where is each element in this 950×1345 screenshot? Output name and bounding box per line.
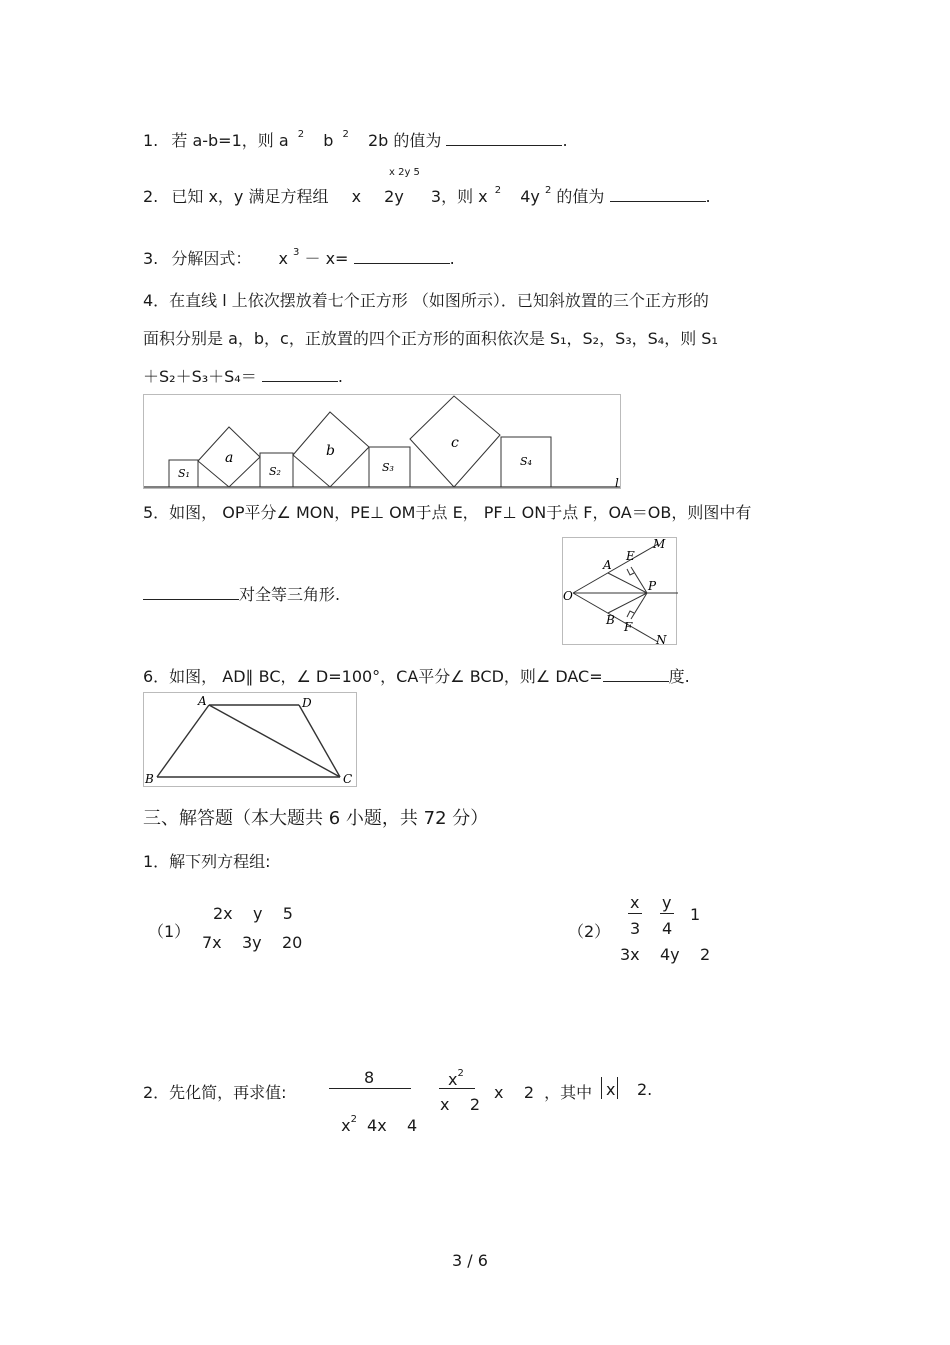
label-e: E — [626, 549, 635, 563]
q4-figure — [143, 394, 621, 489]
p2-fraction-bar-1 — [329, 1088, 411, 1089]
p2-den1 — [331, 1095, 417, 1135]
q1-period: . — [562, 131, 568, 150]
q3-period: . — [449, 249, 455, 268]
label-b: B — [606, 613, 615, 627]
label-s1: S₁ — [178, 467, 190, 480]
q3-text: 分解因式： — [171, 249, 252, 268]
p1-sub2-fx: x — [630, 893, 640, 912]
q4-line3-text: ＋S₂＋S₃＋S₄＝ — [143, 367, 257, 386]
q6-line1 — [143, 664, 690, 687]
ray-om — [573, 544, 658, 593]
q3 — [143, 246, 455, 269]
p2-den2: x 2 — [440, 1095, 480, 1114]
page-number: 3 / 6 — [452, 1251, 488, 1270]
q4-line2: 面积分别是 a，b，c，正放置的四个正方形的面积依次是 S₁，S₂，S₃，S₄，则 S₁ — [143, 329, 718, 348]
q3-expr-a: x — [278, 249, 288, 268]
p1-sub1-eq2: 7x 3y 20 — [202, 933, 303, 952]
q2-sys-3: 3，则 x — [430, 187, 488, 206]
q2-number: 2. — [143, 187, 159, 206]
q2-text-b: 4y — [520, 187, 540, 206]
label-s3: S₃ — [382, 461, 394, 474]
label-o: O — [563, 589, 573, 603]
q2-system-top: x 2y 5 — [389, 167, 420, 178]
p2-den1-rest: 4x 4 — [367, 1116, 418, 1135]
p1-sub2-eq2: 3x 4y 2 — [620, 945, 711, 964]
q6-unit: 度. — [668, 667, 690, 686]
q5-line2-text: 对全等三角形. — [239, 585, 341, 604]
p2-abs-x: x — [606, 1080, 616, 1099]
p1-sub2-fraction-bar-1 — [628, 913, 642, 914]
label-n: N — [656, 633, 667, 646]
p1-sub2-fraction-bar-2 — [660, 913, 674, 914]
p2-abs-close — [617, 1077, 618, 1099]
p2-abs-open — [601, 1077, 602, 1099]
q5-answer-blank[interactable] — [143, 585, 239, 600]
seg-ab — [157, 705, 209, 777]
label-s4: S₄ — [520, 455, 532, 468]
p1-sub2-label: （2） — [568, 922, 611, 941]
p1-sub1-label: （1） — [148, 922, 191, 941]
q4-squares-diagram — [144, 395, 624, 491]
label-d: D — [302, 696, 312, 710]
p2-fraction-bar-2 — [439, 1088, 475, 1089]
q2-text-c: 的值为 — [556, 187, 605, 206]
q5-figure — [562, 537, 677, 645]
q1-answer-blank[interactable] — [446, 131, 562, 146]
q2-period: . — [705, 187, 711, 206]
label-m: M — [653, 538, 666, 551]
q1-text-c: 2b 的值为 — [367, 131, 442, 150]
section-3-title: 三、解答题（本大题共 6 小题，共 72 分） — [143, 808, 489, 829]
q6-answer-blank[interactable] — [603, 667, 669, 682]
q1-number: 1. — [143, 131, 159, 150]
p2-num8: 8 — [364, 1068, 375, 1087]
q4-answer-blank[interactable] — [262, 367, 338, 382]
q5-line2 — [143, 582, 340, 605]
label-b: b — [326, 443, 335, 459]
p1-sub2-rhs: 1 — [690, 905, 701, 924]
p1-sub2-fy: y — [662, 893, 672, 912]
q6-line1-text: 6．如图， AD∥ BC，∠ D=100°，CA平分∠ BCD，则∠ DAC= — [143, 667, 603, 686]
label-a: a — [225, 450, 234, 466]
q4-line3 — [143, 364, 343, 387]
p2-tail2: 2. — [637, 1080, 653, 1099]
q4-line1: 4．在直线 l 上依次摆放着七个正方形 （如图所示）．已知斜放置的三个正方形的 — [143, 291, 709, 310]
p2-den1-x: x — [341, 1116, 351, 1135]
label-l: l — [615, 476, 619, 490]
q3-sup: 3 — [293, 247, 300, 258]
p2-num2 — [448, 1068, 464, 1089]
q2-sup1: 2 — [494, 185, 502, 196]
q2-text-a: 已知 x，y 满足方程组 — [171, 187, 329, 206]
q1-text-a: 若 a-b=1，则 a — [171, 131, 289, 150]
p1-sub2-f4: 4 — [662, 919, 673, 938]
q1-sup2: 2 — [342, 129, 349, 140]
label-c: c — [451, 435, 459, 451]
label-f: F — [624, 620, 633, 634]
q3-expr-b: － x= — [304, 249, 349, 268]
p1-sub2-f3: 3 — [630, 919, 641, 938]
p2-den1-sup: 2 — [350, 1114, 358, 1125]
q2-sys-mid: 2y — [384, 187, 404, 206]
p2-num2-sup: 2 — [457, 1068, 464, 1079]
label-a: A — [603, 558, 612, 572]
label-p: P — [648, 579, 657, 593]
q2-sys-x: x — [351, 187, 362, 206]
label-a: A — [198, 694, 207, 708]
q6-trapezoid-diagram — [144, 693, 358, 788]
seg-ac — [209, 705, 340, 777]
p1-title: 1．解下列方程组: — [143, 852, 271, 871]
q4-period: . — [337, 367, 343, 386]
label-c: C — [343, 772, 353, 786]
label-s2: S₂ — [269, 465, 281, 478]
q1 — [143, 128, 568, 151]
p1-sub1-eq1: 2x y 5 — [213, 904, 293, 923]
q5-angle-diagram — [563, 538, 678, 646]
q2 — [143, 184, 711, 207]
q1-text-b: b — [323, 131, 334, 150]
q2-answer-blank[interactable] — [610, 187, 706, 202]
p2-title: 2．先化简，再求值: — [143, 1083, 287, 1102]
p2-tail: x 2 ，其中 — [494, 1083, 593, 1102]
q1-sup1: 2 — [297, 129, 305, 140]
ray-on — [573, 593, 658, 642]
q3-answer-blank[interactable] — [354, 249, 450, 264]
q2-sup2: 2 — [544, 185, 552, 196]
p2-num2-x: x — [448, 1070, 458, 1089]
q5-line1: 5．如图， OP平分∠ MON，PE⊥ OM于点 E， PF⊥ ON于点 F，OA＝OB，则图中有 — [143, 503, 752, 522]
q3-number: 3. — [143, 249, 159, 268]
q6-figure — [143, 692, 357, 787]
label-b: B — [145, 772, 154, 786]
